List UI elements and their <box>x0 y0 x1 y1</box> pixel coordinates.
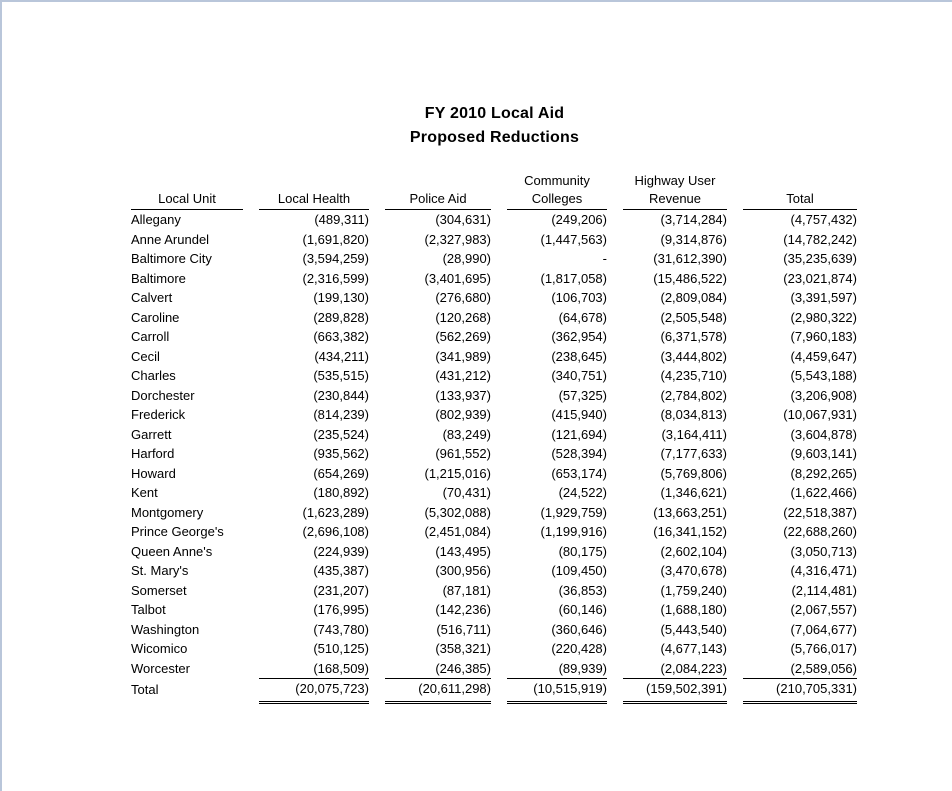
table-row <box>131 347 857 367</box>
amount-cell: (83,249) <box>442 426 491 442</box>
amount-cell: (1,215,016) <box>424 465 491 481</box>
table-row <box>131 659 857 679</box>
local-aid-table <box>115 172 873 704</box>
amount-cell: (249,206) <box>551 212 607 227</box>
column-header-line2: Local Unit <box>158 191 216 206</box>
amount-cell: (15,486,522) <box>653 270 727 286</box>
table-row <box>131 210 857 230</box>
amount-cell: (235,524) <box>313 426 369 442</box>
amount-cell: (489,311) <box>314 212 369 227</box>
amount-cell: (360,646) <box>551 621 607 637</box>
amount-cell: (143,495) <box>435 543 491 559</box>
amount-cell: (22,688,260) <box>783 524 857 539</box>
amount-cell: (7,177,633) <box>660 446 727 461</box>
table-row <box>131 639 857 659</box>
amount-cell: (16,341,152) <box>653 524 727 539</box>
amount-cell: (3,164,411) <box>661 426 727 442</box>
amount-cell: (3,391,597) <box>790 290 857 305</box>
column-header-line2: Revenue <box>648 191 702 206</box>
amount-cell: (289,828) <box>313 309 369 325</box>
amount-cell: (2,696,108) <box>302 524 369 539</box>
local-unit-cell: Frederick <box>131 407 186 422</box>
column-header-police-aid <box>385 172 491 210</box>
table-row <box>131 600 857 620</box>
amount-cell: (8,034,813) <box>660 407 727 422</box>
table-row <box>131 483 857 503</box>
amount-cell: (2,784,802) <box>660 387 727 403</box>
table-row <box>131 503 857 523</box>
page-title <box>115 102 874 150</box>
amount-cell: (5,766,017) <box>790 641 857 656</box>
amount-cell: (7,960,183) <box>790 329 857 344</box>
amount-cell: (168,509) <box>313 660 369 676</box>
amount-cell: (31,612,390) <box>653 251 727 266</box>
column-header-line1: Highway User <box>634 173 716 188</box>
amount-cell: (4,677,143) <box>660 641 727 656</box>
column-header-local-health <box>259 172 369 210</box>
amount-cell: (340,751) <box>551 368 607 383</box>
amount-cell: (2,809,084) <box>660 290 727 305</box>
local-unit-cell: Calvert <box>131 290 173 305</box>
amount-cell: (510,125) <box>313 641 369 656</box>
amount-cell: (159,502,391) <box>623 678 727 704</box>
amount-cell: (230,844) <box>313 387 369 403</box>
amount-cell: (3,444,802) <box>660 348 727 364</box>
amount-cell: (1,688,180) <box>660 602 727 617</box>
amount-cell: (80,175) <box>558 543 607 559</box>
table-row <box>131 288 857 308</box>
amount-cell: (2,327,983) <box>424 231 491 247</box>
amount-cell: (231,207) <box>313 582 369 598</box>
amount-cell: (121,694) <box>551 426 607 442</box>
amount-cell: (358,321) <box>435 641 491 656</box>
column-header-line2: Local Health <box>277 191 351 206</box>
amount-cell: (133,937) <box>435 387 491 403</box>
table-row <box>131 327 857 347</box>
amount-cell: (87,181) <box>442 582 491 598</box>
local-unit-cell: Harford <box>131 446 175 461</box>
amount-cell: (4,316,471) <box>790 563 857 578</box>
local-unit-cell: Baltimore <box>131 270 186 286</box>
table-row <box>131 522 857 542</box>
title-line1: FY 2010 Local Aid <box>424 105 565 122</box>
amount-cell: (341,989) <box>435 348 491 364</box>
amount-cell: (10,067,931) <box>783 407 857 422</box>
table-row <box>131 249 857 269</box>
column-header-community-colleges <box>507 172 607 210</box>
amount-cell: (1,759,240) <box>660 582 727 598</box>
amount-cell: (435,387) <box>313 563 369 578</box>
amount-cell: (2,589,056) <box>790 660 857 676</box>
amount-cell: (24,522) <box>558 485 607 500</box>
amount-cell: (176,995) <box>313 602 369 617</box>
table-header-row <box>131 172 857 210</box>
amount-cell: (1,622,466) <box>790 485 857 500</box>
local-unit-cell: Talbot <box>131 602 166 617</box>
amount-cell: (814,239) <box>313 407 369 422</box>
amount-cell: (13,663,251) <box>653 504 727 520</box>
table-row <box>131 464 857 484</box>
amount-cell: (9,314,876) <box>660 231 727 247</box>
table-row <box>131 542 857 562</box>
amount-cell: (2,084,223) <box>660 660 727 676</box>
amount-cell: (5,443,540) <box>660 621 727 637</box>
amount-cell: (4,459,647) <box>790 348 857 364</box>
amount-cell: (5,769,806) <box>660 465 727 481</box>
amount-cell: (2,602,104) <box>660 543 727 559</box>
amount-cell: (20,611,298) <box>385 678 491 704</box>
amount-cell: (35,235,639) <box>783 251 857 266</box>
amount-cell: (653,174) <box>551 465 607 481</box>
local-unit-cell: Wicomico <box>131 641 188 656</box>
amount-cell: (802,939) <box>435 407 491 422</box>
amount-cell: (434,211) <box>314 348 369 364</box>
local-unit-cell: Garrett <box>131 426 172 442</box>
table-row <box>131 561 857 581</box>
amount-cell: - <box>602 251 607 266</box>
column-header-line1: Community <box>524 173 590 188</box>
table-row <box>131 425 857 445</box>
amount-cell: (2,114,481) <box>791 582 857 598</box>
amount-cell: (9,603,141) <box>790 446 857 461</box>
local-unit-cell: Baltimore City <box>131 251 212 266</box>
amount-cell: (36,853) <box>558 582 607 598</box>
amount-cell: (89,939) <box>558 660 607 676</box>
amount-cell: (431,212) <box>435 368 491 383</box>
column-header-line2: Police Aid <box>409 191 467 206</box>
local-unit-cell: St. Mary's <box>131 563 189 578</box>
amount-cell: (1,623,289) <box>302 504 369 520</box>
amount-cell: (180,892) <box>313 485 369 500</box>
amount-cell: (28,990) <box>442 251 491 266</box>
table-row <box>131 366 857 386</box>
amount-cell: (60,146) <box>558 602 607 617</box>
amount-cell: (1,447,563) <box>540 231 607 247</box>
amount-cell: (3,714,284) <box>660 212 727 227</box>
amount-cell: (5,302,088) <box>424 504 491 520</box>
table-body <box>131 210 857 704</box>
local-unit-cell: Worcester <box>131 660 190 676</box>
amount-cell: (220,428) <box>551 641 607 656</box>
amount-cell: (5,543,188) <box>790 368 857 383</box>
amount-cell: (562,269) <box>435 329 491 344</box>
local-unit-cell: Caroline <box>131 309 180 325</box>
amount-cell: (7,064,677) <box>790 621 857 637</box>
amount-cell: (20,075,723) <box>259 678 369 704</box>
local-unit-cell: Kent <box>131 485 158 500</box>
amount-cell: (2,451,084) <box>424 524 491 539</box>
amount-cell: (8,292,265) <box>790 465 857 481</box>
amount-cell: (210,705,331) <box>743 678 857 704</box>
amount-cell: (1,929,759) <box>540 504 607 520</box>
amount-cell: (743,780) <box>313 621 369 637</box>
local-unit-cell: Howard <box>131 465 176 481</box>
column-header-total <box>743 172 857 210</box>
table-row <box>131 405 857 425</box>
amount-cell: (238,645) <box>551 348 607 364</box>
local-unit-cell: Somerset <box>131 582 187 598</box>
local-unit-cell: Dorchester <box>131 387 195 403</box>
amount-cell: (109,450) <box>551 563 607 578</box>
amount-cell: (64,678) <box>558 309 607 325</box>
amount-cell: (10,515,919) <box>507 678 607 704</box>
amount-cell: (246,385) <box>435 660 491 676</box>
amount-cell: (2,316,599) <box>302 270 369 286</box>
amount-cell: (516,711) <box>436 621 491 637</box>
amount-cell: (199,130) <box>313 290 369 305</box>
amount-cell: (415,940) <box>551 407 607 422</box>
column-header-line2: Total <box>786 191 814 206</box>
amount-cell: (3,594,259) <box>302 251 369 266</box>
amount-cell: (4,757,432) <box>790 212 857 227</box>
table-row <box>131 269 857 289</box>
amount-cell: (1,199,916) <box>540 524 607 539</box>
amount-cell: (961,552) <box>435 446 491 461</box>
amount-cell: (304,631) <box>435 212 491 227</box>
amount-cell: (663,382) <box>313 329 369 344</box>
amount-cell: (70,431) <box>442 485 491 500</box>
title-line2: Proposed Reductions <box>409 129 580 146</box>
column-header-local-unit <box>131 172 243 210</box>
amount-cell: (142,236) <box>435 602 491 617</box>
amount-cell: (935,562) <box>313 446 369 461</box>
amount-cell: (224,939) <box>313 543 369 559</box>
amount-cell: (14,782,242) <box>783 231 857 247</box>
local-unit-cell: Prince George's <box>131 524 224 539</box>
amount-cell: (22,518,387) <box>783 504 857 520</box>
local-unit-cell: Queen Anne's <box>131 543 213 559</box>
local-unit-cell: Anne Arundel <box>131 231 210 247</box>
amount-cell: (1,691,820) <box>302 231 369 247</box>
document-content <box>115 2 874 704</box>
amount-cell: (535,515) <box>313 368 369 383</box>
table-row <box>131 386 857 406</box>
amount-cell: (3,604,878) <box>790 426 857 442</box>
amount-cell: (3,050,713) <box>790 543 857 559</box>
amount-cell: (57,325) <box>558 387 607 403</box>
amount-cell: (528,394) <box>551 446 607 461</box>
column-header-highway-user-revenue <box>623 172 727 210</box>
local-unit-cell: Washington <box>131 621 200 637</box>
amount-cell: (106,703) <box>551 290 607 305</box>
local-unit-cell: Charles <box>131 368 176 383</box>
amount-cell: (276,680) <box>435 290 491 305</box>
amount-cell: (6,371,578) <box>660 329 727 344</box>
local-unit-cell: Total <box>131 682 159 697</box>
amount-cell: (654,269) <box>313 465 369 481</box>
total-row <box>131 678 857 704</box>
table-row <box>131 581 857 601</box>
amount-cell: (2,980,322) <box>790 309 857 325</box>
local-unit-cell: Carroll <box>131 329 170 344</box>
amount-cell: (2,067,557) <box>790 602 857 617</box>
table-row <box>131 444 857 464</box>
amount-cell: (362,954) <box>551 329 607 344</box>
local-unit-cell: Montgomery <box>131 504 204 520</box>
amount-cell: (2,505,548) <box>660 309 727 325</box>
amount-cell: (3,206,908) <box>790 387 857 403</box>
amount-cell: (3,470,678) <box>660 563 727 578</box>
amount-cell: (3,401,695) <box>424 270 491 286</box>
table-row <box>131 620 857 640</box>
local-unit-cell: Cecil <box>131 348 160 364</box>
amount-cell: (1,817,058) <box>540 270 607 286</box>
table-row <box>131 308 857 328</box>
amount-cell: (300,956) <box>435 563 491 578</box>
amount-cell: (4,235,710) <box>660 368 727 383</box>
amount-cell: (1,346,621) <box>660 485 727 500</box>
amount-cell: (23,021,874) <box>783 270 857 286</box>
amount-cell: (120,268) <box>435 309 491 325</box>
local-unit-cell: Allegany <box>131 212 181 227</box>
table-row <box>131 230 857 250</box>
column-header-line2: Colleges <box>531 191 583 206</box>
